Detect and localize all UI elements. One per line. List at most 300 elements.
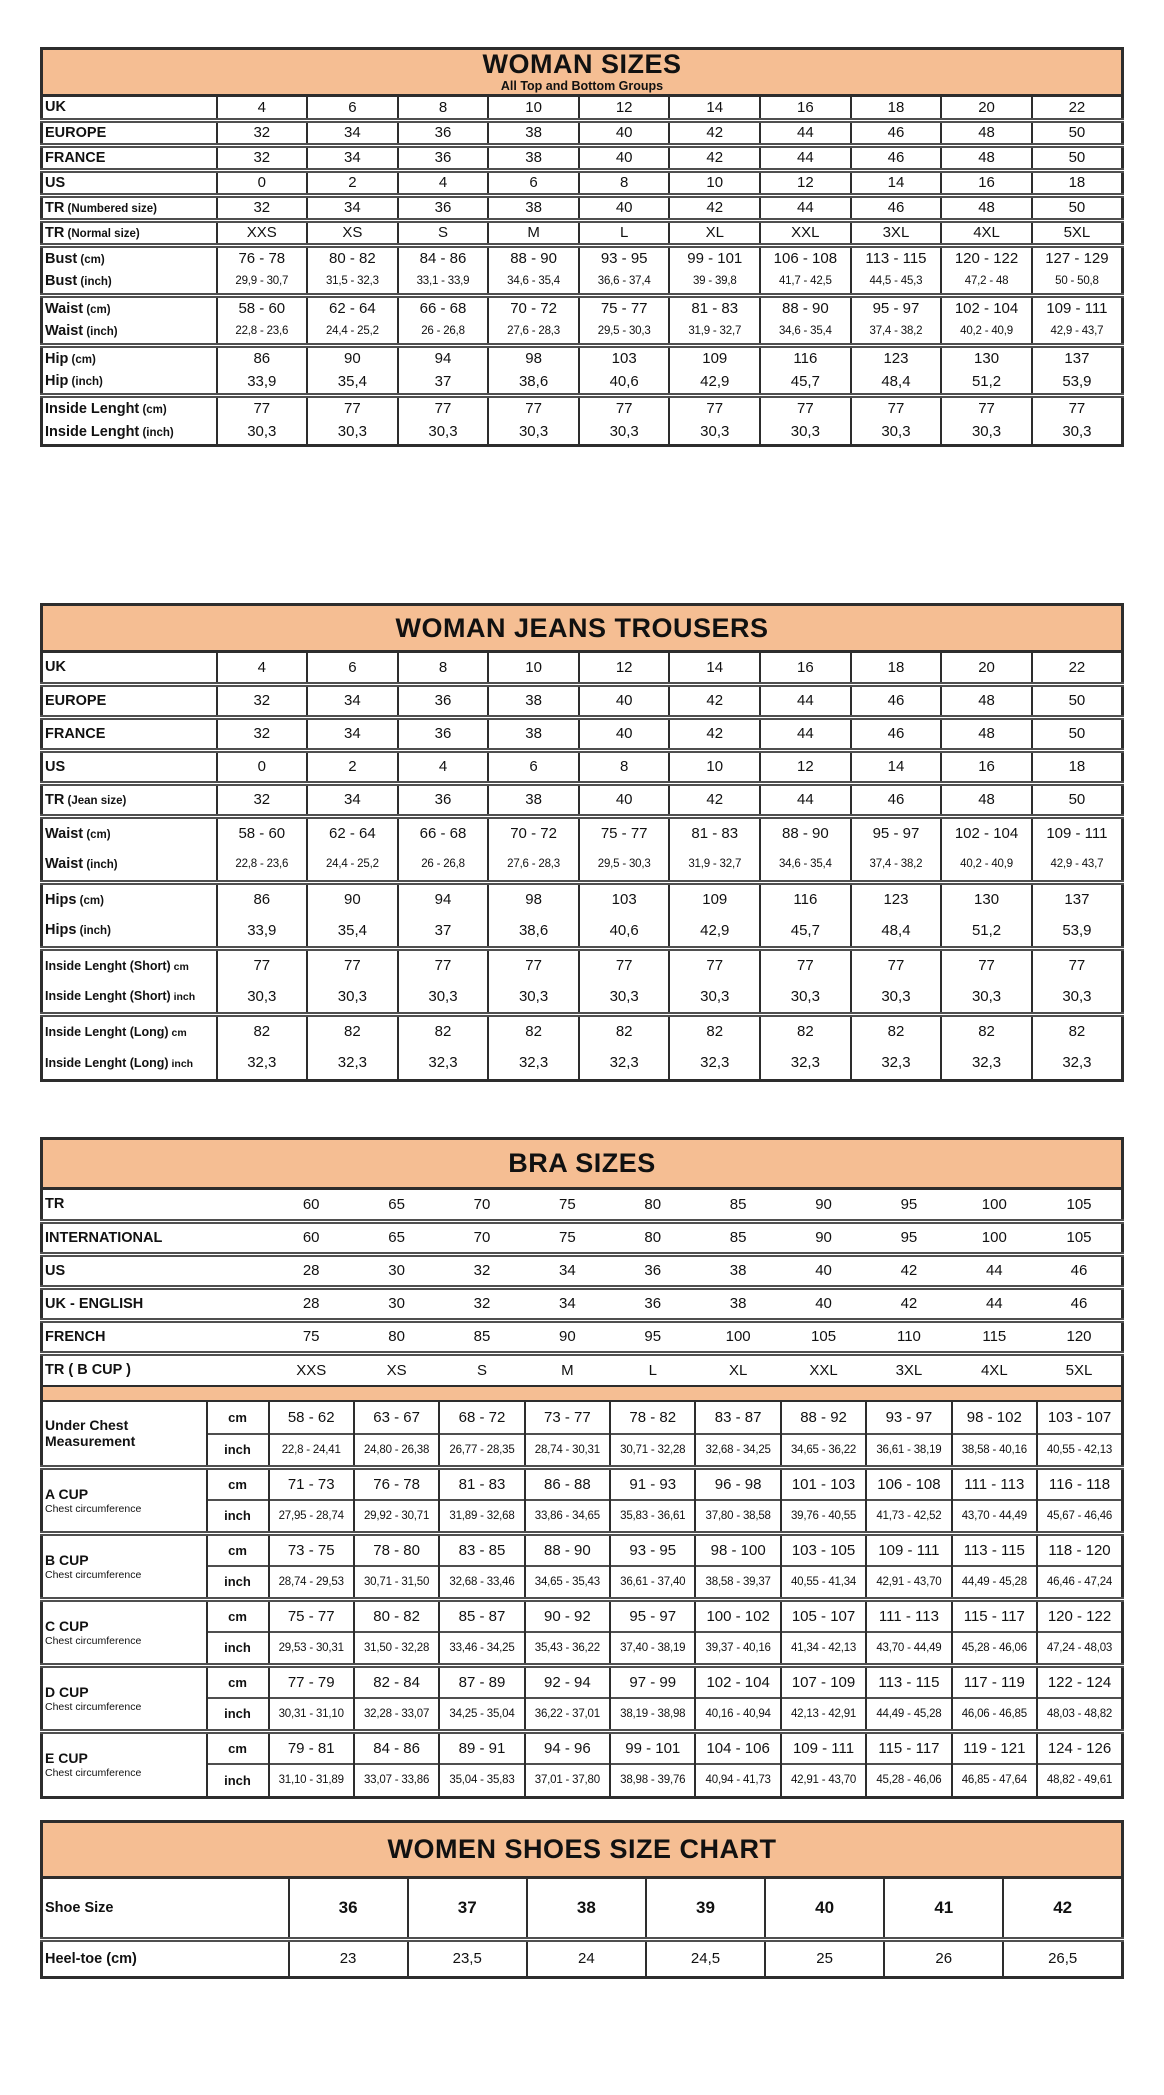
cell: 34	[307, 717, 398, 750]
cell: 102 - 104	[941, 295, 1032, 320]
cell: 30,71 - 32,28	[610, 1434, 695, 1467]
cell: 100	[952, 1221, 1037, 1254]
table-row	[42, 783, 1123, 816]
cell: 115 - 117	[952, 1599, 1037, 1632]
cell: 120 - 122	[1037, 1599, 1122, 1632]
table-header-row	[42, 49, 1123, 96]
row-label-note: (Normal size)	[64, 227, 140, 240]
cell: 45,28 - 46,06	[866, 1764, 951, 1797]
row-label-text: FRENCH	[45, 1328, 106, 1345]
cell: 33,07 - 33,86	[354, 1764, 439, 1797]
cell: 18	[851, 651, 942, 684]
cell: 103 - 105	[781, 1533, 866, 1566]
cell: 44	[760, 195, 851, 220]
cell: 10	[669, 750, 760, 783]
cell: 46	[1037, 1254, 1122, 1287]
cell: 40,6	[579, 915, 670, 948]
table-row	[42, 420, 1123, 445]
cell: 30,3	[307, 981, 398, 1014]
cell: 38	[695, 1254, 780, 1287]
cell: 35,83 - 36,61	[610, 1500, 695, 1533]
cell: 34	[307, 120, 398, 145]
row-label-note: (inch)	[83, 859, 118, 872]
cell: 63 - 67	[354, 1401, 439, 1434]
cell: 40,55 - 41,34	[781, 1566, 866, 1599]
cell: 36	[398, 717, 489, 750]
cell: 111 - 113	[952, 1467, 1037, 1500]
cell: 37,4 - 38,2	[851, 320, 942, 345]
cell: 35,04 - 35,83	[439, 1764, 524, 1797]
cell: 26	[884, 1939, 1003, 1977]
table-row	[42, 717, 1123, 750]
cell: 0	[217, 170, 308, 195]
cell: 47,24 - 48,03	[1037, 1632, 1122, 1665]
row-label	[42, 915, 217, 948]
cell: 32,3	[307, 1047, 398, 1080]
cell: 82 - 84	[354, 1665, 439, 1698]
cell: 27,95 - 28,74	[269, 1500, 354, 1533]
cell: 40	[579, 783, 670, 816]
cell: 34	[307, 783, 398, 816]
cell: 32,3	[1062, 1054, 1092, 1072]
cell: 73 - 77	[525, 1401, 610, 1434]
cell: 78 - 80	[354, 1533, 439, 1566]
cell: 71 - 73	[269, 1467, 354, 1500]
cell: 40	[781, 1287, 866, 1320]
cell: 93 - 95	[579, 245, 670, 270]
cell: 34,65 - 35,43	[525, 1566, 610, 1599]
cell: 16	[760, 95, 851, 120]
cell: 42	[669, 145, 760, 170]
row-label-note: (inch)	[77, 276, 112, 289]
cell: 100	[695, 1320, 780, 1353]
cell: 90 - 92	[525, 1599, 610, 1632]
cell: 38	[488, 684, 579, 717]
cell: 99 - 101	[669, 245, 760, 270]
unit-cell: inch	[207, 1632, 269, 1665]
cell: 103	[579, 882, 670, 915]
table-row	[42, 1320, 1123, 1353]
row-label-note: Chest circumference	[45, 1568, 142, 1581]
cell: 4XL	[952, 1353, 1037, 1386]
cell: 30,3	[488, 420, 579, 445]
cell: 10	[488, 651, 579, 684]
cell: 34,6 - 35,4	[488, 270, 579, 295]
cell: 62 - 64	[307, 816, 398, 849]
table-row	[42, 849, 1123, 882]
row-label	[42, 981, 217, 1014]
cell: 32,3	[217, 1047, 308, 1080]
cell: 40,94 - 41,73	[695, 1764, 780, 1797]
row-label-text: FRANCE	[45, 725, 106, 742]
cell: 95	[866, 1221, 951, 1254]
row-label	[42, 120, 217, 145]
unit-cell: cm	[207, 1467, 269, 1500]
cell: 32	[439, 1287, 524, 1320]
divider-row	[42, 1386, 1123, 1401]
table-row	[42, 1401, 1123, 1434]
row-label	[42, 170, 217, 195]
cell: 127 - 129	[1032, 245, 1123, 270]
row-label-text: Under Chest Measurement	[45, 1417, 136, 1450]
cell: 80	[610, 1221, 695, 1254]
table-row	[42, 684, 1123, 717]
cell: 46	[851, 145, 942, 170]
cell: 120 - 122	[941, 245, 1032, 270]
cell: 36	[289, 1877, 408, 1939]
cell: 18	[1032, 170, 1123, 195]
cell: 40	[579, 684, 670, 717]
row-label	[42, 220, 217, 245]
cell: 46,85 - 47,64	[952, 1764, 1037, 1797]
cell: 38	[488, 120, 579, 145]
table-row	[42, 245, 1123, 270]
cell: 36	[398, 145, 489, 170]
cell: 24,80 - 26,38	[354, 1434, 439, 1467]
row-label-text: B CUP	[45, 1551, 89, 1568]
cell: 40,2 - 40,9	[941, 849, 1032, 882]
cell: 88 - 90	[760, 816, 851, 849]
cell: 77	[217, 948, 308, 981]
cell: 6	[488, 750, 579, 783]
cell: 30,3	[760, 420, 851, 445]
cell: 105	[1066, 1195, 1092, 1213]
cell: 89 - 91	[439, 1731, 524, 1764]
table-header	[42, 49, 1123, 96]
cell: 28,74 - 29,53	[269, 1566, 354, 1599]
cell: XXL	[781, 1353, 866, 1386]
unit-cell: inch	[207, 1764, 269, 1797]
cell: 31,50 - 32,28	[354, 1632, 439, 1665]
cell: 3XL	[851, 220, 942, 245]
cell: 77	[1032, 395, 1123, 420]
cell: 58 - 62	[269, 1401, 354, 1434]
cell: 97 - 99	[610, 1665, 695, 1698]
row-label-text: Waist	[45, 300, 84, 317]
cell: 48	[941, 195, 1032, 220]
unit-cell: cm	[207, 1599, 269, 1632]
table-row	[42, 145, 1123, 170]
cell: 40,6	[579, 370, 670, 395]
row-label	[42, 1939, 289, 1977]
table-header-row	[42, 1821, 1123, 1877]
cell: 48,82 - 49,61	[1037, 1764, 1122, 1797]
cell: 32,68 - 34,25	[695, 1434, 780, 1467]
cell: 75	[525, 1221, 610, 1254]
cell: 39,76 - 40,55	[781, 1500, 866, 1533]
cell: 44,49 - 45,28	[952, 1566, 1037, 1599]
cell: 6	[307, 651, 398, 684]
cell: 40	[579, 195, 670, 220]
cell: 32,3	[669, 1047, 760, 1080]
cell: 4	[398, 750, 489, 783]
table-title: WOMAN JEANS TROUSERS	[395, 612, 769, 643]
cell: 82	[760, 1014, 851, 1047]
cell: 27,6 - 28,3	[488, 320, 579, 345]
cell: 2	[307, 750, 398, 783]
cell: 50	[1032, 783, 1123, 816]
table-row	[42, 1254, 1123, 1287]
cell: 83 - 87	[695, 1401, 780, 1434]
cell: 77	[488, 395, 579, 420]
cell: XS	[307, 220, 398, 245]
cell: 34	[307, 145, 398, 170]
divider-band	[42, 1386, 1123, 1401]
cell: 86 - 88	[525, 1467, 610, 1500]
cell: 35,4	[307, 370, 398, 395]
cell: 45,7	[760, 370, 851, 395]
cell: 109	[669, 345, 760, 370]
cell: XXL	[760, 220, 851, 245]
row-label-text: UK - ENGLISH	[45, 1295, 144, 1312]
cell: S	[398, 220, 489, 245]
cell: 123	[851, 345, 942, 370]
cell: 77	[760, 395, 851, 420]
row-label-note: Chest circumference	[45, 1634, 142, 1647]
cell: 75 - 77	[269, 1599, 354, 1632]
table-header	[42, 1821, 1123, 1877]
cell: 42,91 - 43,70	[781, 1764, 866, 1797]
cell: 107 - 109	[781, 1665, 866, 1698]
row-label-note: cm	[168, 1026, 187, 1039]
row-label-note: Chest circumference	[45, 1502, 142, 1515]
cell: 82	[307, 1014, 398, 1047]
cell: 12	[579, 95, 670, 120]
cell: 117 - 119	[952, 1665, 1037, 1698]
row-label-text: Waist	[45, 323, 84, 340]
cell: 41,34 - 42,13	[781, 1632, 866, 1665]
cell: 30,3	[1062, 987, 1092, 1005]
cell: 75 - 77	[579, 816, 670, 849]
cell: 99 - 101	[610, 1731, 695, 1764]
cell: 113 - 115	[952, 1533, 1037, 1566]
row-label-note: (cm)	[83, 828, 111, 841]
cell: 83 - 85	[439, 1533, 524, 1566]
cell: 36	[398, 120, 489, 145]
row-label	[42, 1047, 217, 1080]
cell: 50	[1032, 684, 1123, 717]
cell: 42,9	[669, 915, 760, 948]
cell: 91 - 93	[610, 1467, 695, 1500]
cell: 36,61 - 37,40	[610, 1566, 695, 1599]
cell: 82	[669, 1014, 760, 1047]
cell: 116	[760, 882, 851, 915]
row-label	[42, 320, 217, 345]
cell: 77	[851, 948, 942, 981]
table-row	[42, 1467, 1123, 1500]
cell: 82	[217, 1014, 308, 1047]
cell: 124 - 126	[1037, 1731, 1122, 1764]
cell: 30,3	[941, 981, 1032, 1014]
cell: 5XL	[1037, 1353, 1122, 1386]
cell: 48	[941, 684, 1032, 717]
table-row	[42, 651, 1123, 684]
cell: 77	[760, 948, 851, 981]
cell: 36,61 - 38,19	[866, 1434, 951, 1467]
cell: 32	[217, 120, 308, 145]
cell: 50	[1032, 717, 1123, 750]
cell: 2	[307, 170, 398, 195]
cell: 30,3	[217, 981, 308, 1014]
cell: 38,19 - 38,98	[610, 1698, 695, 1731]
row-label-text: TR	[45, 199, 65, 216]
row-label	[42, 849, 217, 882]
woman-sizes-section	[40, 47, 1124, 447]
table-row	[42, 1287, 1123, 1320]
cell: 37	[398, 370, 489, 395]
cell: 80 - 82	[354, 1599, 439, 1632]
cell: 77 - 79	[269, 1665, 354, 1698]
cell: 28	[269, 1254, 354, 1287]
cell: 42	[866, 1287, 951, 1320]
cell: 6	[488, 170, 579, 195]
cell: 16	[941, 170, 1032, 195]
cell: 27,6 - 28,3	[488, 849, 579, 882]
cell: 53,9	[1062, 372, 1092, 390]
row-label-text: UK	[45, 99, 66, 116]
cell: 90	[781, 1221, 866, 1254]
cell: 98 - 102	[952, 1401, 1037, 1434]
cell: 77	[488, 948, 579, 981]
table-title: WOMEN SHOES SIZE CHART	[387, 1834, 777, 1865]
cell: 46	[851, 783, 942, 816]
row-label	[42, 95, 217, 120]
cell: 31,9 - 32,7	[669, 320, 760, 345]
cell: 98	[488, 882, 579, 915]
table-header-row	[42, 604, 1123, 651]
cell: 53,9	[1062, 921, 1092, 939]
cell: 42	[669, 120, 760, 145]
cell: 30	[354, 1254, 439, 1287]
cell: 41,73 - 42,52	[866, 1500, 951, 1533]
cell: 29,9 - 30,7	[217, 270, 308, 295]
cell: 38	[488, 145, 579, 170]
row-label-note: (cm)	[68, 353, 96, 366]
row-label	[42, 245, 217, 270]
table-subtitle: All Top and Bottom Groups	[500, 79, 664, 94]
cell: 40,2 - 40,9	[941, 320, 1032, 345]
cell: 77	[579, 395, 670, 420]
row-label-note: Chest circumference	[45, 1767, 142, 1780]
cell: 31,9 - 32,7	[669, 849, 760, 882]
row-label-text: Inside Lenght	[45, 400, 140, 417]
cell: 24	[527, 1939, 646, 1977]
row-label-text: US	[45, 174, 66, 191]
cell: 46,46 - 47,24	[1037, 1566, 1122, 1599]
cell: 40,16 - 40,94	[695, 1698, 780, 1731]
cell: 32,3	[760, 1047, 851, 1080]
row-label	[42, 295, 217, 320]
cell: 106 - 108	[760, 245, 851, 270]
cell: 95 - 97	[851, 816, 942, 849]
row-label-text: EUROPE	[45, 692, 107, 709]
cell: 29,92 - 30,71	[354, 1500, 439, 1533]
row-label	[42, 1731, 207, 1797]
cell: 109 - 111	[781, 1731, 866, 1764]
cell: 77	[398, 948, 489, 981]
cell: 82	[398, 1014, 489, 1047]
cell: 45,67 - 46,46	[1037, 1500, 1122, 1533]
cell: 70 - 72	[488, 816, 579, 849]
table-row	[42, 1939, 1123, 1977]
cell: 14	[669, 95, 760, 120]
cell: 42	[669, 195, 760, 220]
table-row	[42, 295, 1123, 320]
cell: 82	[941, 1014, 1032, 1047]
row-label	[42, 395, 217, 420]
row-label	[42, 1401, 207, 1467]
cell: 42,9 - 43,7	[1050, 858, 1104, 871]
women-shoes-table	[40, 1820, 1124, 1979]
cell: 31,89 - 32,68	[439, 1500, 524, 1533]
cell: 93 - 95	[610, 1533, 695, 1566]
cell: 85 - 87	[439, 1599, 524, 1632]
cell: 32,28 - 33,07	[354, 1698, 439, 1731]
cell: M	[525, 1353, 610, 1386]
table-row	[42, 120, 1123, 145]
cell: 48	[941, 145, 1032, 170]
cell: 30,31 - 31,10	[269, 1698, 354, 1731]
cell: 105 - 107	[781, 1599, 866, 1632]
cell: 98	[488, 345, 579, 370]
row-label-text: TR	[45, 1196, 65, 1213]
cell: 39,37 - 40,16	[695, 1632, 780, 1665]
cell: 42,91 - 43,70	[866, 1566, 951, 1599]
cell: 44	[760, 684, 851, 717]
cell: S	[439, 1353, 524, 1386]
cell: 37,01 - 37,80	[525, 1764, 610, 1797]
row-label	[42, 1188, 269, 1221]
cell: 35,4	[307, 915, 398, 948]
row-label-text: Bust	[45, 250, 78, 267]
cell: XL	[669, 220, 760, 245]
cell: 80	[354, 1320, 439, 1353]
cell: 50	[1032, 145, 1123, 170]
cell: 113 - 115	[851, 245, 942, 270]
cell: 26,5	[1003, 1939, 1122, 1977]
cell: 41,7 - 42,5	[760, 270, 851, 295]
row-label	[42, 750, 217, 783]
row-label-text: Hip	[45, 350, 69, 367]
cell: 75	[269, 1320, 354, 1353]
cell: 38,98 - 39,76	[610, 1764, 695, 1797]
cell: 26 - 26,8	[398, 849, 489, 882]
cell: 137	[1032, 345, 1123, 370]
row-label-note: inch	[168, 1057, 194, 1070]
cell: 32	[217, 717, 308, 750]
cell: 82	[851, 1014, 942, 1047]
table-row	[42, 345, 1123, 370]
unit-cell: inch	[207, 1566, 269, 1599]
unit-cell: cm	[207, 1665, 269, 1698]
cell: 130	[941, 345, 1032, 370]
cell: 88 - 90	[760, 295, 851, 320]
cell: 40	[579, 120, 670, 145]
unit-cell: cm	[207, 1533, 269, 1566]
cell: 85	[695, 1221, 780, 1254]
cell: 65	[354, 1221, 439, 1254]
row-label	[42, 1353, 269, 1386]
cell: 44	[760, 120, 851, 145]
row-label-note: (inch)	[76, 925, 111, 938]
cell: 77	[1032, 948, 1123, 981]
cell: 38	[488, 195, 579, 220]
cell: 0	[217, 750, 308, 783]
cell: 38,58 - 39,37	[695, 1566, 780, 1599]
cell: 34,65 - 36,22	[781, 1434, 866, 1467]
table-row	[42, 1533, 1123, 1566]
cell: 30,3	[851, 981, 942, 1014]
